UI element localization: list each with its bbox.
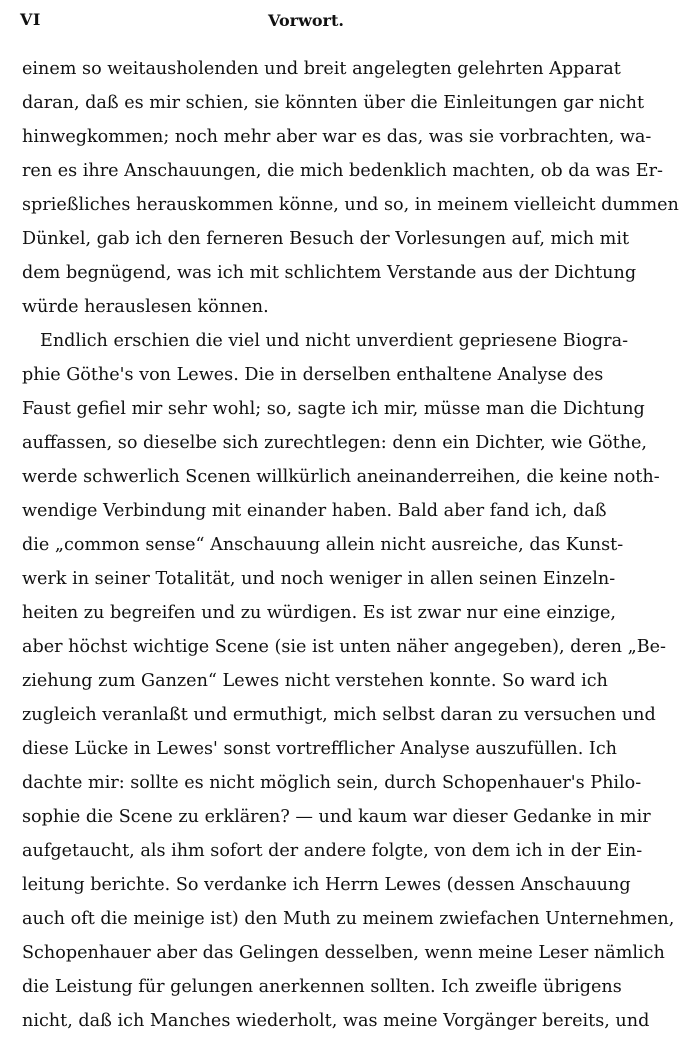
page-number: VI — [20, 10, 41, 29]
text-line: heiten zu begreifen und zu würdigen. Es ist zwar nur eine einzige, — [22, 603, 616, 623]
text-line: daran, daß es mir schien, sie könnten über die Einleitungen gar nicht — [22, 93, 645, 113]
text-line: auch oft die meinige ist) den Muth zu meinem zwiefachen Unternehmen, — [22, 909, 675, 929]
text-line: einem so weitausholenden und breit angelegten gelehrten Apparat — [22, 59, 621, 79]
text-line: Faust gefiel mir sehr wohl; so, sagte ich mir, müsse man die Dichtung — [22, 399, 645, 419]
running-title: Vorwort. — [268, 11, 344, 30]
text-line: aufgetaucht, als ihm sofort der andere folgte, von dem ich in der Ein- — [22, 841, 643, 861]
text-line: nicht, daß ich Manches wiederholt, was meine Vorgänger bereits, und — [22, 1011, 650, 1031]
text-line: auffassen, so dieselbe sich zurechtlegen: denn ein Dichter, wie Göthe, — [22, 433, 648, 453]
text-line: dachte mir: sollte es nicht möglich sein, durch Schopenhauer's Philo- — [22, 773, 642, 793]
text-line: phie Göthe's von Lewes. Die in derselben enthaltene Analyse des — [22, 365, 604, 385]
text-line: Schopenhauer aber das Gelingen desselben, wenn meine Leser nämlich — [22, 943, 665, 963]
text-line: die Leistung für gelungen anerkennen sollten. Ich zweifle übrigens — [22, 977, 622, 997]
text-line: leitung berichte. So verdanke ich Herrn Lewes (dessen Anschauung — [22, 875, 631, 895]
text-line: werk in seiner Totalität, und noch weniger in allen seinen Einzeln- — [22, 569, 616, 589]
text-line: sophie die Scene zu erklären? — und kaum war dieser Gedanke in mir — [22, 807, 651, 827]
text-line: würde herauslesen können. — [22, 297, 269, 317]
page-header — [20, 10, 592, 38]
text-line: hinwegkommen; noch mehr aber war es das, was sie vorbrachten, wa- — [22, 127, 652, 147]
text-line: sprießliches herauskommen könne, und so, in meinem vielleicht dummen — [22, 195, 679, 215]
text-line: zugleich veranlaßt und ermuthigt, mich selbst daran zu versuchen und — [22, 705, 656, 725]
text-line: ziehung zum Ganzen“ Lewes nicht verstehen konnte. So ward ich — [22, 671, 608, 691]
text-line: Dünkel, gab ich den ferneren Besuch der Vorlesungen auf, mich mit — [22, 229, 630, 249]
text-line: diese Lücke in Lewes' sonst vortrefflicher Analyse auszufüllen. Ich — [22, 739, 618, 759]
text-line: werde schwerlich Scenen willkürlich aneinanderreihen, die keine noth- — [22, 467, 660, 487]
text-line: die „common sense“ Anschauung allein nicht ausreiche, das Kunst- — [22, 535, 624, 555]
text-line: wendige Verbindung mit einander haben. Bald aber fand ich, daß — [22, 501, 607, 521]
text-line: ren es ihre Anschauungen, die mich bedenklich machten, ob da was Er- — [22, 161, 663, 181]
text-line: dem begnügend, was ich mit schlichtem Verstande aus der Dichtung — [22, 263, 637, 283]
text-line: aber höchst wichtige Scene (sie ist unten näher angegeben), deren „Be- — [22, 637, 666, 657]
text-line: Endlich erschien die viel und nicht unverdient gepriesene Biogra- — [40, 331, 629, 351]
